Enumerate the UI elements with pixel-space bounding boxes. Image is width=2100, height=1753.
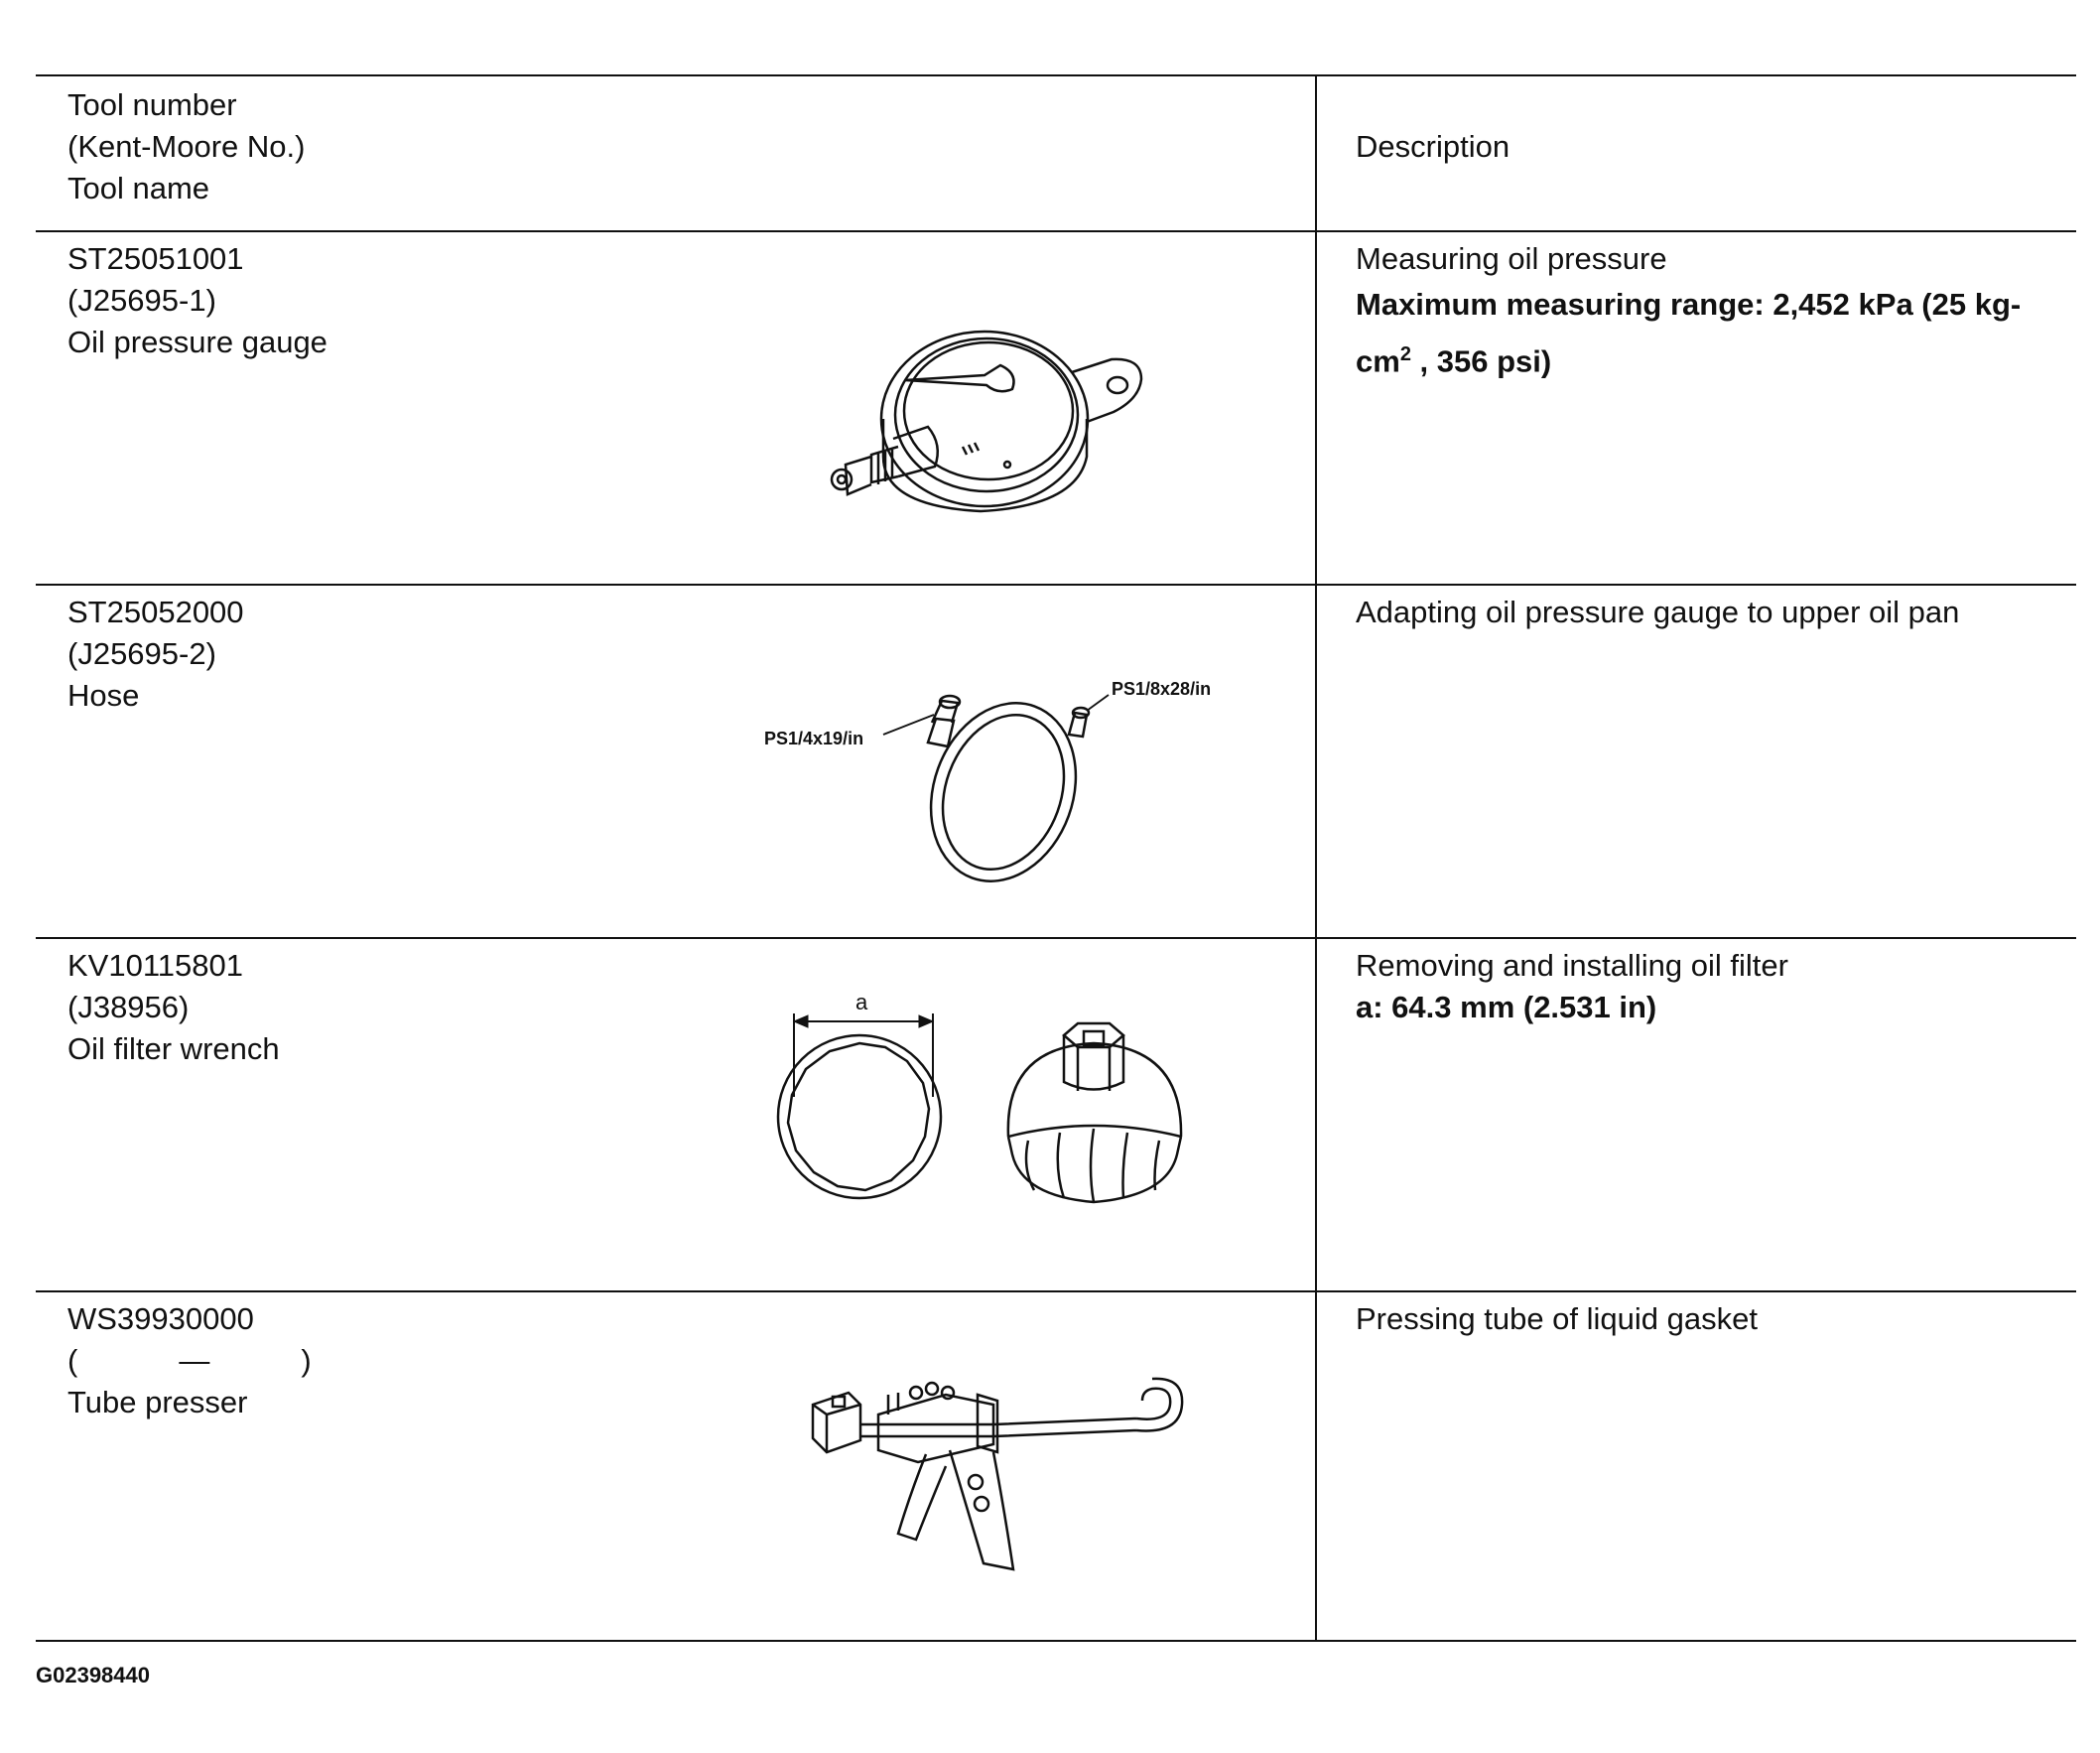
figure-id: G02398440	[36, 1663, 150, 1687]
row-3-tool-number: KV10115801	[67, 948, 243, 983]
header-bottom-rule	[36, 230, 2076, 232]
row-2-tool-number: ST25052000	[67, 595, 244, 629]
row-4-kent-moore-open: (	[67, 1343, 78, 1378]
row-3-kent-moore: (J38956)	[67, 990, 190, 1024]
row-4-tool-name: Tube presser	[67, 1385, 248, 1419]
row-2-description: Adapting oil pressure gauge to upper oil pan	[1356, 595, 1960, 629]
oil-filter-wrench-illustration	[774, 988, 1191, 1216]
row-4-kent-moore-close: )	[301, 1343, 312, 1378]
tube-presser-illustration	[799, 1375, 1196, 1593]
row-1-kent-moore: (J25695-1)	[67, 283, 216, 318]
header-kent-moore: (Kent-Moore No.)	[67, 129, 306, 164]
oil-pressure-gauge-illustration	[824, 308, 1161, 526]
row-2-kent-moore: (J25695-2)	[67, 636, 216, 671]
row-3-description-cell	[1356, 945, 2050, 1028]
header-tool-column	[67, 84, 305, 209]
row-4-kent-moore-dash: —	[179, 1343, 210, 1378]
row-2-tool-name: Hose	[67, 678, 140, 713]
row-1-tool-info	[67, 238, 328, 363]
hose-illustration	[759, 665, 1255, 903]
row-1-spec	[1356, 280, 2050, 386]
row-2-bottom-rule	[36, 937, 2076, 939]
column-divider	[1315, 75, 1317, 1642]
dimension-a-label: a	[855, 990, 868, 1014]
row-4-description-cell	[1356, 1298, 2050, 1340]
row-3-tool-name: Oil filter wrench	[67, 1031, 280, 1066]
table-bottom-rule	[36, 1640, 2076, 1642]
row-1-bottom-rule	[36, 584, 2076, 586]
row-1-description: Measuring oil pressure	[1356, 241, 1667, 276]
row-1-tool-number: ST25051001	[67, 241, 244, 276]
row-1-description-cell	[1356, 238, 2050, 386]
table-top-rule	[36, 74, 2076, 76]
row-4-tool-info	[67, 1298, 312, 1423]
row-3-tool-info	[67, 945, 280, 1070]
hose-left-thread-label: PS1/4x19/in	[764, 729, 864, 748]
row-4-kent-moore	[67, 1340, 312, 1382]
row-1-spec-superscript: 2	[1399, 343, 1411, 365]
row-4-tool-number: WS39930000	[67, 1301, 254, 1336]
row-1-spec-tail: , 356 psi)	[1410, 343, 1552, 379]
header-tool-number: Tool number	[67, 87, 237, 122]
row-4-description: Pressing tube of liquid gasket	[1356, 1301, 1758, 1336]
row-3-spec: a: 64.3 mm (2.531 in)	[1356, 990, 1657, 1024]
row-2-description-cell	[1356, 592, 2050, 633]
hose-right-thread-label: PS1/8x28/in	[1112, 679, 1212, 699]
row-1-spec-main: Maximum measuring range: 2,452 kPa (25 kg-cm	[1356, 287, 2022, 379]
row-3-bottom-rule	[36, 1290, 2076, 1292]
row-3-description: Removing and installing oil filter	[1356, 948, 1788, 983]
header-tool-name: Tool name	[67, 171, 210, 205]
row-1-tool-name: Oil pressure gauge	[67, 325, 328, 359]
row-2-tool-info	[67, 592, 244, 717]
header-description: Description	[1356, 129, 1510, 164]
